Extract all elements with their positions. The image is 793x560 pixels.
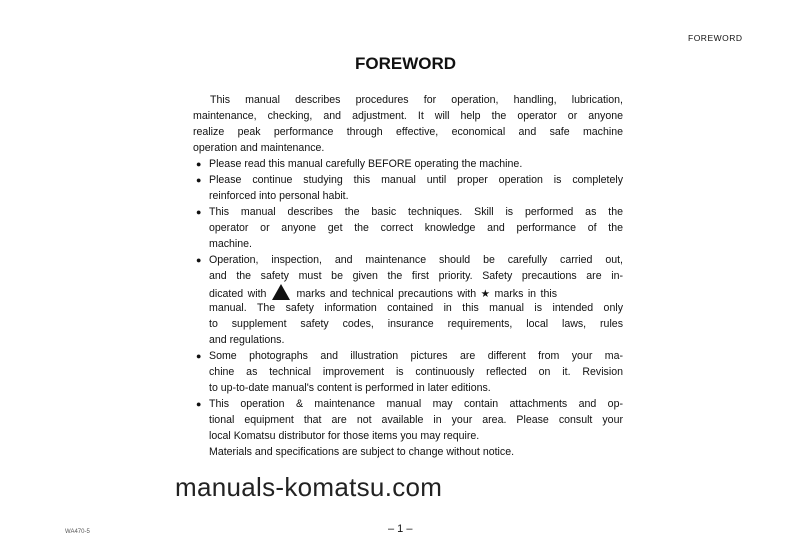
line-text: Please continue studying this manual until proper operation is completely xyxy=(209,174,623,186)
line-text: to up-to-date manual's content is performed in later editions. xyxy=(209,382,491,394)
bullet-icon: ● xyxy=(196,399,202,409)
line-text: This manual describes procedures for operation, handling, lubrication, xyxy=(210,94,623,106)
text-line xyxy=(193,220,623,236)
text-line xyxy=(193,332,623,348)
text-line xyxy=(193,268,623,284)
text-line xyxy=(193,108,623,124)
line-text: and regulations. xyxy=(209,334,285,346)
line-text: operator or anyone get the correct knowledge and performance of the xyxy=(209,222,623,234)
bullet-line xyxy=(193,396,623,412)
line-text: machine. xyxy=(209,238,252,250)
line-text: local Komatsu distributor for those items you may require. xyxy=(209,430,480,442)
bullet-line xyxy=(193,172,623,188)
text-line xyxy=(193,140,623,156)
line-text: to supplement safety codes, insurance requirements, local laws, rules xyxy=(209,318,623,330)
bullet-icon: ● xyxy=(196,255,202,265)
text-line xyxy=(193,380,623,396)
line-text: operation and maintenance. xyxy=(193,142,325,154)
line-text: This manual describes the basic techniques. Skill is performed as the xyxy=(209,206,623,218)
line-text: and the safety must be given the first priority. Safety precautions are in- xyxy=(209,270,623,282)
line-text: chine as technical improvement is continuously reflected on it. Revision xyxy=(209,366,623,378)
bullet-icon: ● xyxy=(196,351,202,361)
bullet-line xyxy=(193,252,623,268)
foreword-body xyxy=(193,92,623,460)
line-text: tional equipment that are not available in your area. Please consult your xyxy=(209,414,623,426)
text-line xyxy=(193,412,623,428)
bullet-icon: ● xyxy=(196,175,202,185)
line-text: Operation, inspection, and maintenance should be carefully carried out, xyxy=(209,254,623,266)
text-line xyxy=(193,364,623,380)
watermark: manuals-komatsu.com xyxy=(175,472,443,502)
text-line xyxy=(193,300,623,316)
text-line xyxy=(193,92,623,108)
text-line xyxy=(193,236,623,252)
text-line xyxy=(193,428,623,444)
line-text: marks and technical precautions with ★ marks in this xyxy=(296,288,557,300)
page-title: FOREWORD xyxy=(354,54,457,73)
footer-code: WA470-5 xyxy=(65,529,90,535)
line-text: maintenance, checking, and adjustment. It will help the operator or anyone xyxy=(193,110,623,122)
bullet-line xyxy=(193,156,623,172)
bullet-line xyxy=(193,348,623,364)
line-text: Some photographs and illustration pictures are different from your ma- xyxy=(209,350,623,362)
text-line xyxy=(193,444,623,460)
line-text: manual. The safety information contained in this manual is intended only xyxy=(209,302,623,314)
bullet-icon: ● xyxy=(196,159,202,169)
line-text: Please read this manual carefully BEFORE operating the machine. xyxy=(209,158,523,170)
text-line xyxy=(193,124,623,140)
text-line xyxy=(193,284,623,300)
bullet-line xyxy=(193,204,623,220)
line-text: dicated with xyxy=(209,288,267,300)
running-header: FOREWORD xyxy=(688,33,743,43)
text-line xyxy=(193,316,623,332)
line-text: This operation & maintenance manual may contain attachments and op- xyxy=(209,398,623,410)
line-text: realize peak performance through effective, economical and safe machine xyxy=(193,126,623,138)
page-number: – 1 – xyxy=(388,523,413,535)
warning-triangle-icon xyxy=(272,284,290,300)
line-text: reinforced into personal habit. xyxy=(209,190,349,202)
line-text: Materials and specifications are subject to change without notice. xyxy=(209,446,515,458)
text-line xyxy=(193,188,623,204)
bullet-icon: ● xyxy=(196,207,202,217)
